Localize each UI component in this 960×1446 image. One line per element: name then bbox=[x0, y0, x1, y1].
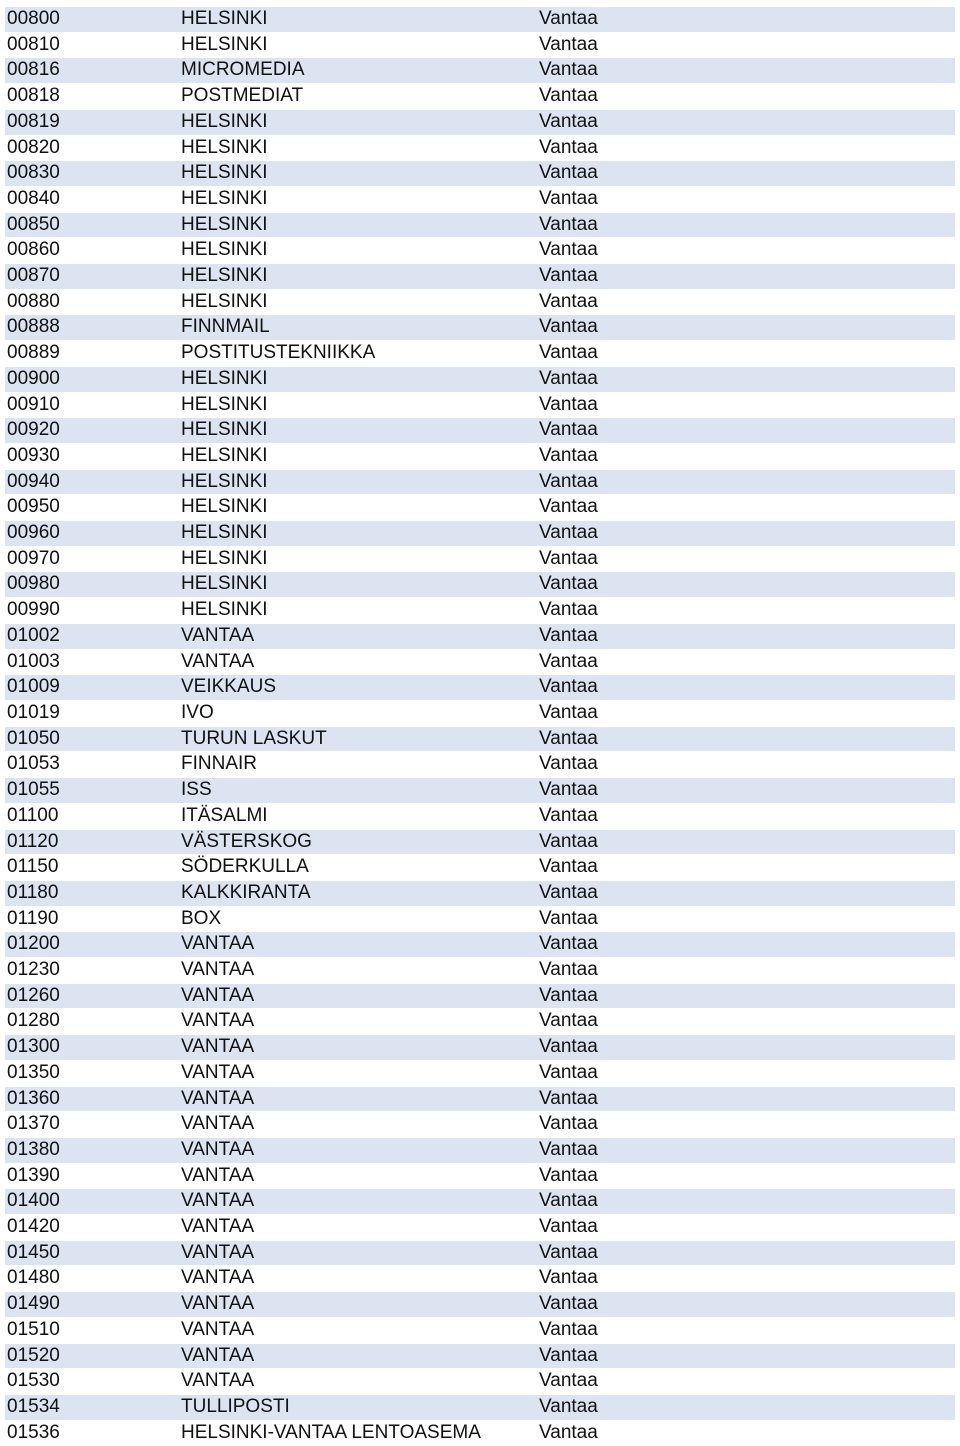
postal-code-cell: 01530 bbox=[5, 1369, 179, 1395]
postal-code-cell: 00840 bbox=[5, 186, 179, 212]
municipality-cell: Vantaa bbox=[537, 855, 955, 881]
table-row bbox=[5, 495, 955, 521]
postal-code-cell: 01370 bbox=[5, 1112, 179, 1138]
municipality-cell: Vantaa bbox=[537, 983, 955, 1009]
post-office-cell: HELSINKI bbox=[179, 109, 537, 135]
postal-code-cell: 01180 bbox=[5, 880, 179, 906]
postal-code-cell: 01510 bbox=[5, 1317, 179, 1343]
post-office-cell: HELSINKI bbox=[179, 212, 537, 238]
post-office-cell: VANTAA bbox=[179, 1086, 537, 1112]
postal-code-cell: 00950 bbox=[5, 495, 179, 521]
postal-code-cell: 00819 bbox=[5, 109, 179, 135]
postal-code-cell: 01480 bbox=[5, 1266, 179, 1292]
table-row bbox=[5, 161, 955, 187]
postal-code-cell: 01053 bbox=[5, 752, 179, 778]
municipality-cell: Vantaa bbox=[537, 829, 955, 855]
post-office-cell: HELSINKI bbox=[179, 495, 537, 521]
table-row bbox=[5, 623, 955, 649]
post-office-cell: FINNMAIL bbox=[179, 315, 537, 341]
table-row bbox=[5, 932, 955, 958]
municipality-cell: Vantaa bbox=[537, 1060, 955, 1086]
table-row bbox=[5, 546, 955, 572]
postal-code-cell: 01190 bbox=[5, 906, 179, 932]
table-row bbox=[5, 392, 955, 418]
table-row bbox=[5, 598, 955, 624]
postal-code-cell: 00889 bbox=[5, 341, 179, 367]
municipality-cell: Vantaa bbox=[537, 289, 955, 315]
municipality-cell: Vantaa bbox=[537, 675, 955, 701]
post-office-cell: VANTAA bbox=[179, 649, 537, 675]
table-row bbox=[5, 1343, 955, 1369]
postal-code-cell: 01360 bbox=[5, 1086, 179, 1112]
municipality-cell: Vantaa bbox=[537, 135, 955, 161]
municipality-cell: Vantaa bbox=[537, 906, 955, 932]
post-office-cell: VANTAA bbox=[179, 1137, 537, 1163]
municipality-cell: Vantaa bbox=[537, 700, 955, 726]
municipality-cell: Vantaa bbox=[537, 1137, 955, 1163]
postal-code-cell: 00850 bbox=[5, 212, 179, 238]
municipality-cell: Vantaa bbox=[537, 1317, 955, 1343]
table-row bbox=[5, 1163, 955, 1189]
postal-code-cell: 00930 bbox=[5, 443, 179, 469]
postal-code-cell: 01536 bbox=[5, 1420, 179, 1446]
table-row bbox=[5, 109, 955, 135]
municipality-cell: Vantaa bbox=[537, 212, 955, 238]
post-office-cell: HELSINKI bbox=[179, 546, 537, 572]
municipality-cell: Vantaa bbox=[537, 32, 955, 58]
post-office-cell: VANTAA bbox=[179, 1317, 537, 1343]
municipality-cell: Vantaa bbox=[537, 958, 955, 984]
postal-code-cell: 01200 bbox=[5, 932, 179, 958]
postal-code-cell: 00800 bbox=[5, 7, 179, 32]
post-office-cell: ITÄSALMI bbox=[179, 803, 537, 829]
postal-code-cell: 01019 bbox=[5, 700, 179, 726]
municipality-cell: Vantaa bbox=[537, 1420, 955, 1446]
postal-code-cell: 00818 bbox=[5, 84, 179, 110]
postal-code-cell: 01002 bbox=[5, 623, 179, 649]
post-office-cell: HELSINKI bbox=[179, 289, 537, 315]
post-office-cell: VANTAA bbox=[179, 1189, 537, 1215]
table-row bbox=[5, 315, 955, 341]
table-row bbox=[5, 1086, 955, 1112]
post-office-cell: HELSINKI bbox=[179, 238, 537, 264]
post-office-cell: MICROMEDIA bbox=[179, 58, 537, 84]
table-row bbox=[5, 803, 955, 829]
postal-code-cell: 00900 bbox=[5, 366, 179, 392]
table-row bbox=[5, 7, 955, 32]
postal-code-cell: 01009 bbox=[5, 675, 179, 701]
post-office-cell: HELSINKI-VANTAA LENTOASEMA bbox=[179, 1420, 537, 1446]
municipality-cell: Vantaa bbox=[537, 649, 955, 675]
postal-code-cell: 01120 bbox=[5, 829, 179, 855]
post-office-cell: POSTITUSTEKNIIKKA bbox=[179, 341, 537, 367]
postal-code-cell: 00960 bbox=[5, 521, 179, 547]
municipality-cell: Vantaa bbox=[537, 546, 955, 572]
post-office-cell: HELSINKI bbox=[179, 392, 537, 418]
post-office-cell: VANTAA bbox=[179, 983, 537, 1009]
municipality-cell: Vantaa bbox=[537, 238, 955, 264]
table-row bbox=[5, 1137, 955, 1163]
municipality-cell: Vantaa bbox=[537, 521, 955, 547]
postal-code-cell: 00990 bbox=[5, 598, 179, 624]
postal-code-cell: 00980 bbox=[5, 572, 179, 598]
municipality-cell: Vantaa bbox=[537, 1266, 955, 1292]
postal-code-cell: 01520 bbox=[5, 1343, 179, 1369]
postal-code-cell: 01350 bbox=[5, 1060, 179, 1086]
table-row bbox=[5, 32, 955, 58]
table-row bbox=[5, 983, 955, 1009]
municipality-cell: Vantaa bbox=[537, 803, 955, 829]
postal-code-cell: 01055 bbox=[5, 778, 179, 804]
postal-code-cell: 01450 bbox=[5, 1240, 179, 1266]
table-row bbox=[5, 1369, 955, 1395]
table-row bbox=[5, 1189, 955, 1215]
post-office-cell: SÖDERKULLA bbox=[179, 855, 537, 881]
post-office-cell: VANTAA bbox=[179, 1060, 537, 1086]
post-office-cell: HELSINKI bbox=[179, 161, 537, 187]
municipality-cell: Vantaa bbox=[537, 495, 955, 521]
municipality-cell: Vantaa bbox=[537, 186, 955, 212]
municipality-cell: Vantaa bbox=[537, 58, 955, 84]
municipality-cell: Vantaa bbox=[537, 392, 955, 418]
post-office-cell: BOX bbox=[179, 906, 537, 932]
table-row bbox=[5, 289, 955, 315]
post-office-cell: VANTAA bbox=[179, 1369, 537, 1395]
municipality-cell: Vantaa bbox=[537, 1215, 955, 1241]
table-row bbox=[5, 341, 955, 367]
postal-code-cell: 01490 bbox=[5, 1292, 179, 1318]
table-row bbox=[5, 752, 955, 778]
post-office-cell: HELSINKI bbox=[179, 469, 537, 495]
municipality-cell: Vantaa bbox=[537, 366, 955, 392]
table-row bbox=[5, 418, 955, 444]
post-office-cell: HELSINKI bbox=[179, 264, 537, 290]
table-row bbox=[5, 1394, 955, 1420]
municipality-cell: Vantaa bbox=[537, 1009, 955, 1035]
postal-code-cell: 01534 bbox=[5, 1394, 179, 1420]
table-row bbox=[5, 958, 955, 984]
postal-code-cell: 00830 bbox=[5, 161, 179, 187]
postal-code-cell: 00970 bbox=[5, 546, 179, 572]
postal-code-cell: 00860 bbox=[5, 238, 179, 264]
table-row bbox=[5, 1317, 955, 1343]
post-office-cell: IVO bbox=[179, 700, 537, 726]
postal-code-cell: 00888 bbox=[5, 315, 179, 341]
postal-code-cell: 00810 bbox=[5, 32, 179, 58]
municipality-cell: Vantaa bbox=[537, 161, 955, 187]
post-office-cell: TURUN LASKUT bbox=[179, 726, 537, 752]
postal-code-cell: 01400 bbox=[5, 1189, 179, 1215]
postal-code-cell: 00880 bbox=[5, 289, 179, 315]
table-row bbox=[5, 521, 955, 547]
table-row bbox=[5, 829, 955, 855]
table-row bbox=[5, 1215, 955, 1241]
post-office-cell: VÄSTERSKOG bbox=[179, 829, 537, 855]
municipality-cell: Vantaa bbox=[537, 341, 955, 367]
postal-code-cell: 00870 bbox=[5, 264, 179, 290]
table-row bbox=[5, 212, 955, 238]
post-office-cell: HELSINKI bbox=[179, 186, 537, 212]
municipality-cell: Vantaa bbox=[537, 1394, 955, 1420]
post-office-cell: VANTAA bbox=[179, 1240, 537, 1266]
post-office-cell: VANTAA bbox=[179, 958, 537, 984]
post-office-cell: HELSINKI bbox=[179, 443, 537, 469]
municipality-cell: Vantaa bbox=[537, 109, 955, 135]
postal-code-cell: 00920 bbox=[5, 418, 179, 444]
municipality-cell: Vantaa bbox=[537, 1112, 955, 1138]
post-office-cell: ISS bbox=[179, 778, 537, 804]
municipality-cell: Vantaa bbox=[537, 932, 955, 958]
municipality-cell: Vantaa bbox=[537, 1189, 955, 1215]
post-office-cell: VANTAA bbox=[179, 932, 537, 958]
postal-code-cell: 01390 bbox=[5, 1163, 179, 1189]
municipality-cell: Vantaa bbox=[537, 1240, 955, 1266]
municipality-cell: Vantaa bbox=[537, 84, 955, 110]
municipality-cell: Vantaa bbox=[537, 1035, 955, 1061]
post-office-cell: KALKKIRANTA bbox=[179, 880, 537, 906]
post-office-cell: VANTAA bbox=[179, 1009, 537, 1035]
postal-code-cell: 01050 bbox=[5, 726, 179, 752]
post-office-cell: VANTAA bbox=[179, 1163, 537, 1189]
table-row bbox=[5, 880, 955, 906]
post-office-cell: VANTAA bbox=[179, 1343, 537, 1369]
municipality-cell: Vantaa bbox=[537, 1163, 955, 1189]
post-office-cell: HELSINKI bbox=[179, 418, 537, 444]
table-row bbox=[5, 84, 955, 110]
post-office-cell: VEIKKAUS bbox=[179, 675, 537, 701]
postal-code-cell: 01150 bbox=[5, 855, 179, 881]
municipality-cell: Vantaa bbox=[537, 1343, 955, 1369]
municipality-cell: Vantaa bbox=[537, 880, 955, 906]
municipality-cell: Vantaa bbox=[537, 418, 955, 444]
postal-code-cell: 00910 bbox=[5, 392, 179, 418]
table-row bbox=[5, 1266, 955, 1292]
municipality-cell: Vantaa bbox=[537, 778, 955, 804]
municipality-cell: Vantaa bbox=[537, 1369, 955, 1395]
table-row bbox=[5, 1060, 955, 1086]
municipality-cell: Vantaa bbox=[537, 752, 955, 778]
table-row bbox=[5, 1420, 955, 1446]
post-office-cell: HELSINKI bbox=[179, 598, 537, 624]
table-row bbox=[5, 135, 955, 161]
post-office-cell: HELSINKI bbox=[179, 572, 537, 598]
municipality-cell: Vantaa bbox=[537, 623, 955, 649]
table-row bbox=[5, 855, 955, 881]
municipality-cell: Vantaa bbox=[537, 1086, 955, 1112]
municipality-cell: Vantaa bbox=[537, 1292, 955, 1318]
table-row bbox=[5, 675, 955, 701]
municipality-cell: Vantaa bbox=[537, 443, 955, 469]
postal-code-cell: 01380 bbox=[5, 1137, 179, 1163]
postal-code-table bbox=[5, 7, 955, 1446]
post-office-cell: HELSINKI bbox=[179, 32, 537, 58]
table-row bbox=[5, 58, 955, 84]
table-row bbox=[5, 469, 955, 495]
municipality-cell: Vantaa bbox=[537, 726, 955, 752]
postal-code-cell: 00816 bbox=[5, 58, 179, 84]
post-office-cell: VANTAA bbox=[179, 1266, 537, 1292]
post-office-cell: VANTAA bbox=[179, 1215, 537, 1241]
postal-code-cell: 01100 bbox=[5, 803, 179, 829]
table-row bbox=[5, 238, 955, 264]
municipality-cell: Vantaa bbox=[537, 7, 955, 32]
post-office-cell: HELSINKI bbox=[179, 521, 537, 547]
table-row bbox=[5, 443, 955, 469]
table-row bbox=[5, 1009, 955, 1035]
post-office-cell: TULLIPOSTI bbox=[179, 1394, 537, 1420]
post-office-cell: POSTMEDIAT bbox=[179, 84, 537, 110]
postal-code-cell: 01280 bbox=[5, 1009, 179, 1035]
post-office-cell: FINNAIR bbox=[179, 752, 537, 778]
table-row bbox=[5, 186, 955, 212]
post-office-cell: VANTAA bbox=[179, 1292, 537, 1318]
post-office-cell: VANTAA bbox=[179, 1035, 537, 1061]
postal-code-cell: 01003 bbox=[5, 649, 179, 675]
table-row bbox=[5, 778, 955, 804]
table-row bbox=[5, 264, 955, 290]
postal-code-cell: 00820 bbox=[5, 135, 179, 161]
table-row bbox=[5, 649, 955, 675]
post-office-cell: VANTAA bbox=[179, 1112, 537, 1138]
table-row bbox=[5, 906, 955, 932]
table-row bbox=[5, 572, 955, 598]
table-row bbox=[5, 1240, 955, 1266]
municipality-cell: Vantaa bbox=[537, 315, 955, 341]
post-office-cell: VANTAA bbox=[179, 623, 537, 649]
table-row bbox=[5, 1112, 955, 1138]
postal-code-cell: 00940 bbox=[5, 469, 179, 495]
table-row bbox=[5, 726, 955, 752]
table-row bbox=[5, 1292, 955, 1318]
table-row bbox=[5, 1035, 955, 1061]
post-office-cell: HELSINKI bbox=[179, 135, 537, 161]
post-office-cell: HELSINKI bbox=[179, 7, 537, 32]
post-office-cell: HELSINKI bbox=[179, 366, 537, 392]
postal-code-cell: 01420 bbox=[5, 1215, 179, 1241]
postal-code-cell: 01230 bbox=[5, 958, 179, 984]
table-row bbox=[5, 700, 955, 726]
postal-code-cell: 01260 bbox=[5, 983, 179, 1009]
municipality-cell: Vantaa bbox=[537, 469, 955, 495]
municipality-cell: Vantaa bbox=[537, 264, 955, 290]
municipality-cell: Vantaa bbox=[537, 598, 955, 624]
table-body bbox=[5, 7, 955, 1446]
postal-code-cell: 01300 bbox=[5, 1035, 179, 1061]
table-row bbox=[5, 366, 955, 392]
municipality-cell: Vantaa bbox=[537, 572, 955, 598]
